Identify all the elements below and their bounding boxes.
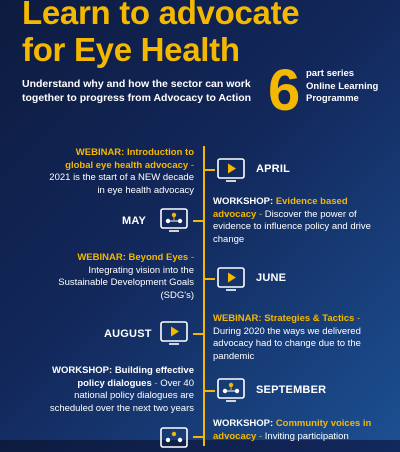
item-title: Community voices in advocacy	[213, 418, 372, 442]
item-type: WORKSHOP	[213, 418, 270, 429]
timeline-item-description: WEBINAR: Strategies & Tactics - During 2020 the ways we delivered advocacy had to change due to the pandemic	[213, 313, 361, 362]
timeline-month: SEPTEMBER	[256, 384, 327, 396]
timeline-item-description: WORKSHOP: Evidence based advocacy - Discover the power of evidence to influence policy and drive change	[213, 196, 371, 245]
series-label-line-2: Online Learning Programme	[306, 80, 379, 104]
timeline-month: APRIL	[256, 163, 290, 175]
page-title	[22, 0, 299, 68]
timeline-item-description: WEBINAR: Beyond Eyes - Integrating vision into the Sustainable Development Goals (SDG's)	[58, 252, 194, 301]
item-title: Building effective policy dialogues	[77, 365, 194, 389]
play-icon	[216, 157, 246, 183]
timeline-month: AUGUST	[104, 328, 152, 340]
people-network-icon	[159, 207, 189, 233]
item-text: Integrating vision into the Sustainable Development Goals (SDG's)	[58, 264, 194, 301]
item-text: 2021 is the start of a NEW decade in eye health advocacy	[49, 172, 194, 196]
timeline-tick	[193, 436, 203, 438]
timeline-line	[203, 146, 205, 446]
timeline-item-description: WEBINAR: Introduction to global eye health advocacy - 2021 is the start of a NEW decade in eye health advocacy	[49, 147, 194, 196]
item-text: Discover the power of evidence to influence policy and drive change	[213, 208, 371, 245]
item-text: During 2020 the ways we delivered advocacy had to change due to the pandemic	[213, 325, 361, 362]
people-network-icon	[159, 426, 189, 452]
timeline-month: JUNE	[256, 272, 287, 284]
timeline-tick	[205, 169, 215, 171]
timeline-tick	[193, 220, 203, 222]
people-network-icon	[216, 377, 246, 403]
item-text: Over 40 national policy dialogues are scheduled over the next two years	[49, 377, 194, 414]
series-label	[306, 68, 398, 106]
title-line-1: Learn to advocate	[22, 0, 300, 31]
item-type: WORKSHOP	[213, 196, 270, 207]
timeline-item-description: WORKSHOP: Community voices in advocacy - Inviting participation	[213, 418, 372, 442]
item-type: WEBINAR	[77, 252, 123, 263]
item-text: Inviting participation	[264, 430, 349, 442]
item-title: Strategies & Tactics	[264, 313, 355, 324]
item-type: WORKSHOP	[52, 365, 109, 376]
title-line-2: for Eye Health	[22, 31, 240, 68]
timeline-item-description: WORKSHOP: Building effective policy dialogues - Over 40 national policy dialogues are scheduled over the next two years	[49, 365, 194, 414]
item-type: WEBINAR	[213, 313, 259, 324]
series-number: 6	[268, 58, 301, 123]
item-type: WEBINAR	[75, 147, 122, 158]
item-title: Introduction to global eye health advocacy	[65, 147, 194, 171]
timeline-tick	[193, 333, 203, 335]
play-icon	[159, 320, 189, 346]
page-subtitle: Understand why and how the sector can work together to progress from Advocacy to Action	[22, 78, 252, 104]
timeline-month: MAY	[122, 215, 147, 227]
play-icon	[216, 266, 246, 292]
timeline-tick	[205, 278, 215, 280]
series-label-line-1: part series	[306, 68, 355, 79]
timeline-tick	[205, 390, 215, 392]
item-title: Evidence based advocacy	[213, 196, 348, 220]
item-title: Beyond Eyes	[128, 252, 189, 263]
